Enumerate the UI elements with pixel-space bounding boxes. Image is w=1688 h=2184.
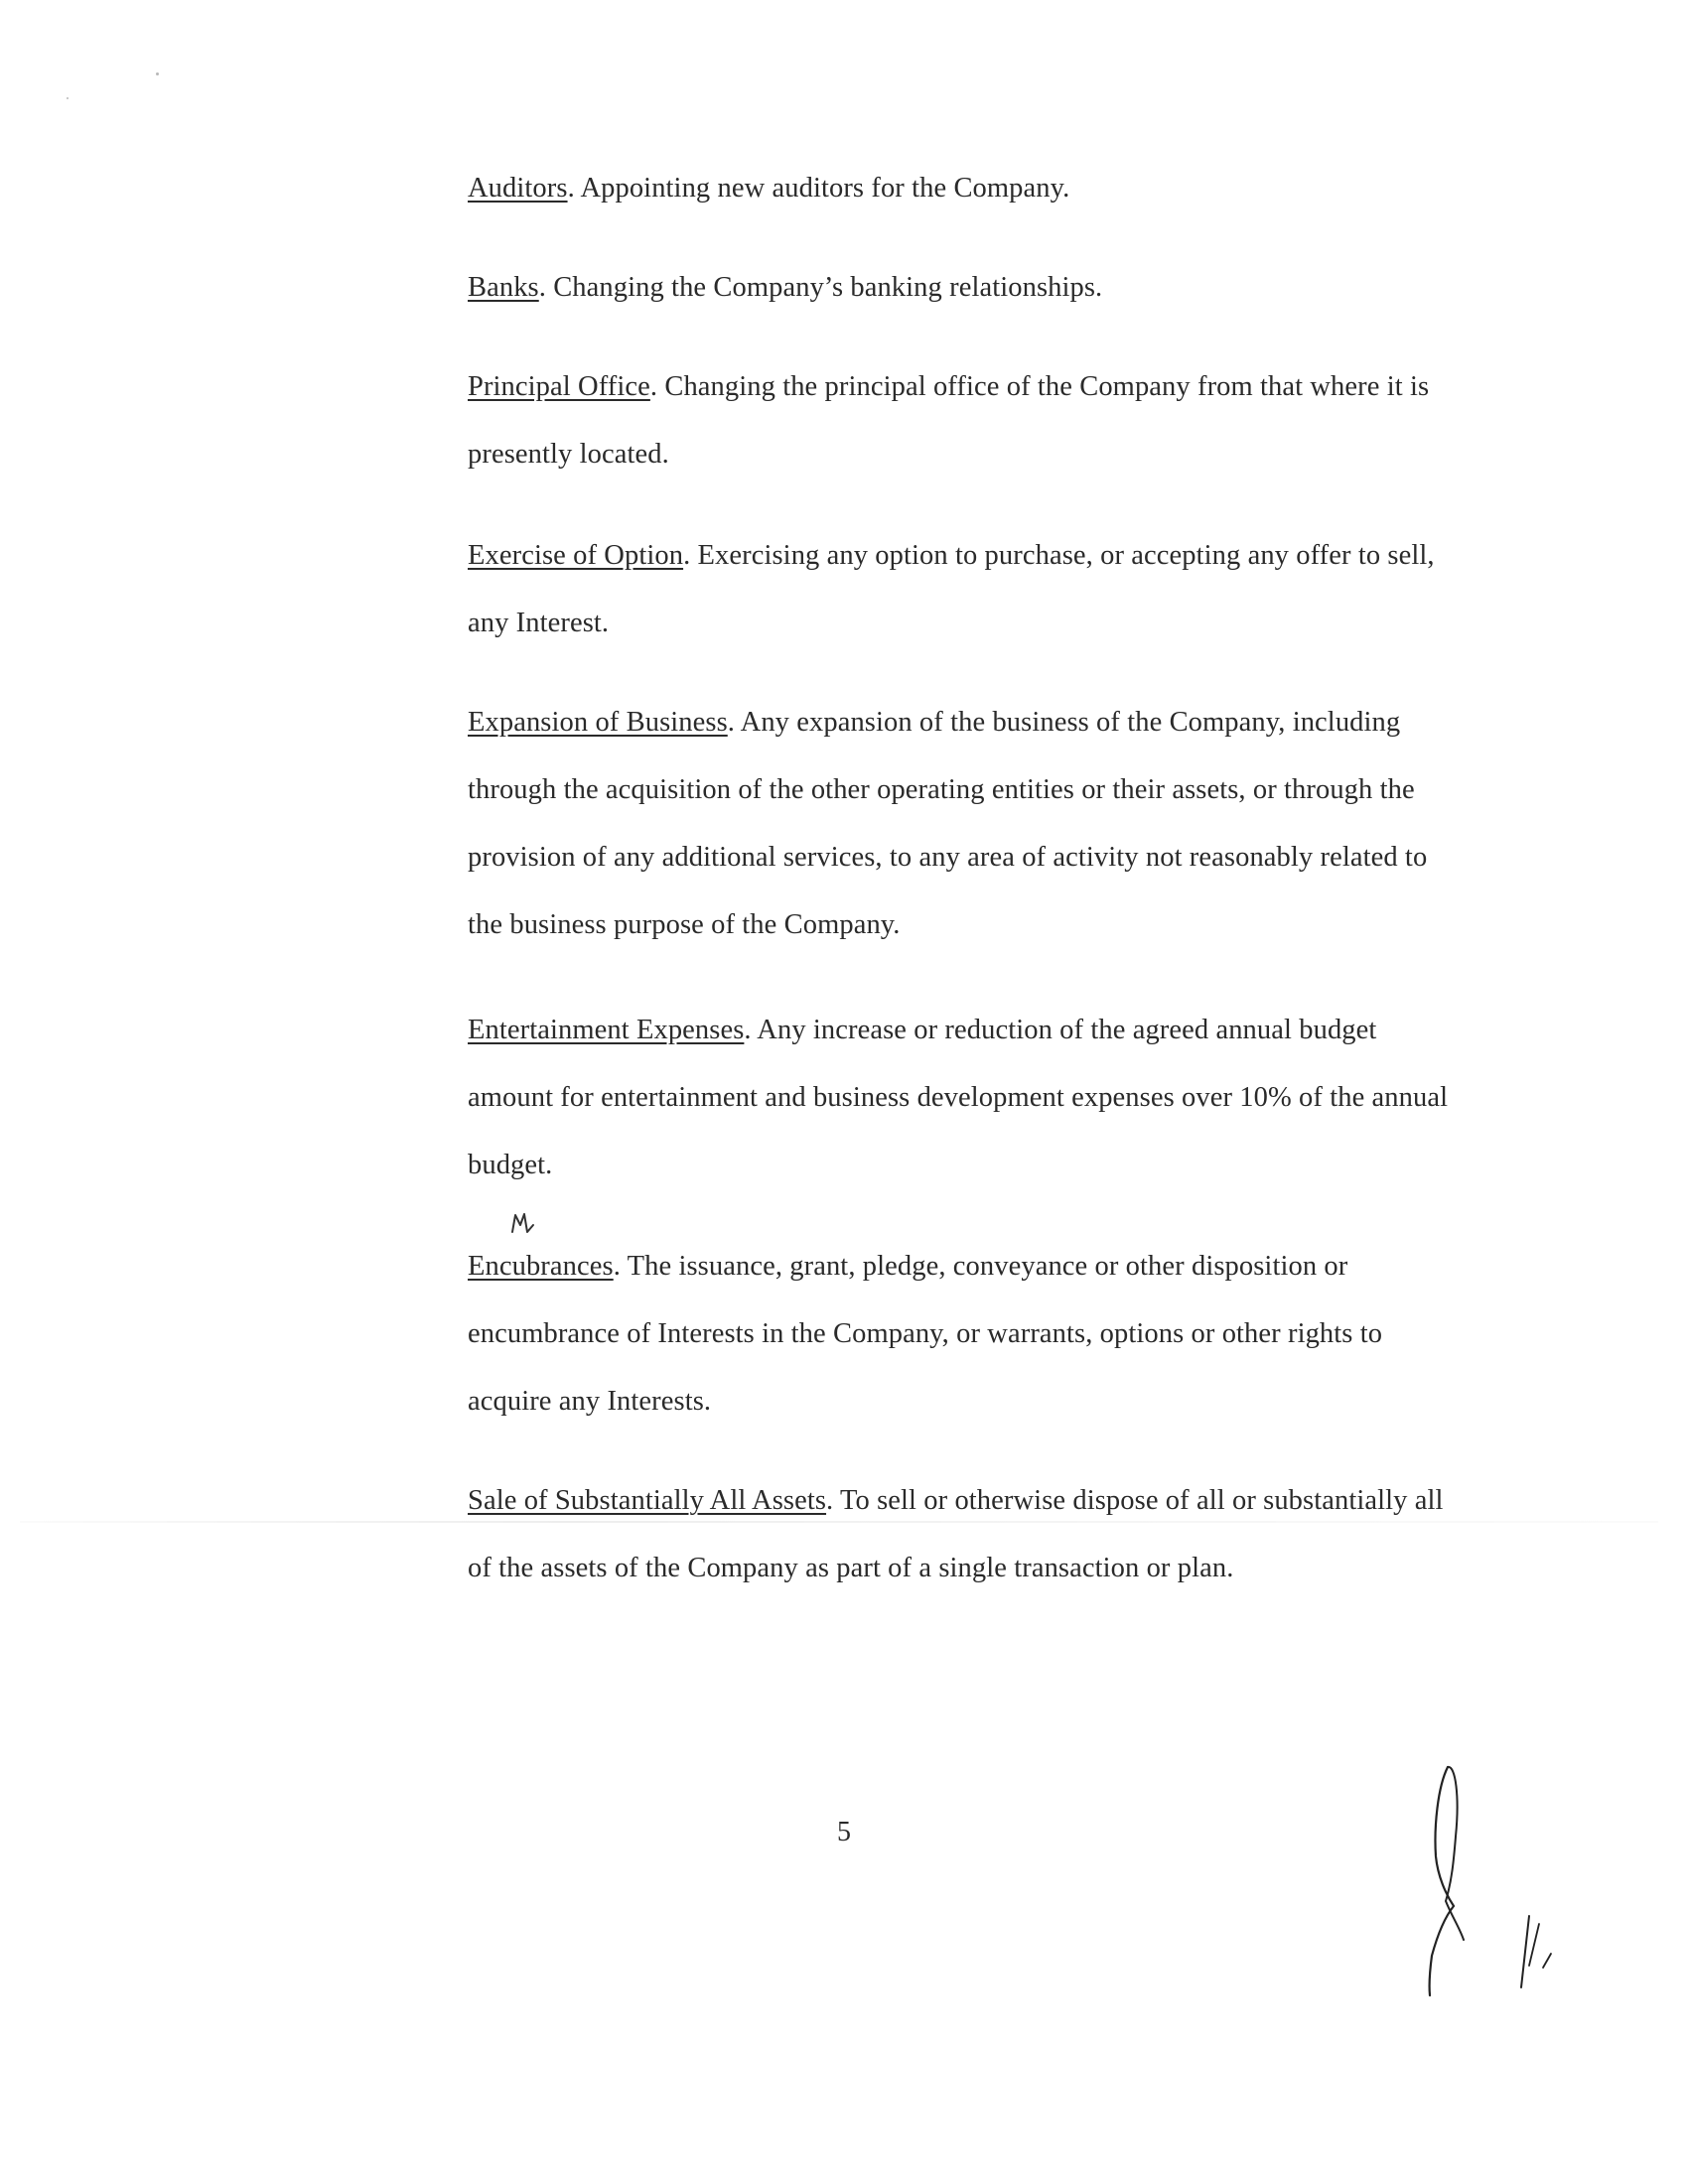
paragraph-text: . Exercising any option to purchase, or accepting any offer to sell, any Interest.: [468, 540, 1435, 638]
scan-speck: [67, 97, 69, 99]
paragraph-encumbrances: [468, 1233, 1461, 1435]
paragraph-sale-of-assets: [468, 1467, 1461, 1602]
paragraph-text: . Any increase or reduction of the agreed annual budget amount for entertainment and business development expenses over 10% of the annual budget.: [468, 1015, 1449, 1180]
paragraph-banks: [468, 254, 1461, 322]
heading-banks: Banks: [468, 272, 539, 303]
paragraph-text: . To sell or otherwise dispose of all or substantially all of the assets of the Company as part of a single transaction or plan.: [468, 1485, 1444, 1583]
paragraph-exercise-of-option: [468, 522, 1461, 657]
scan-speck: [156, 72, 159, 75]
heading-exercise-of-option: Exercise of Option: [468, 540, 684, 571]
paragraph-text: . Any expansion of the business of the Company, including through the acquisition of the other operating entities or their assets, or through the provision of any additional services, to any area of activity not reasonably related to the business purpose of the Company.: [468, 707, 1428, 940]
paragraph-text: . Changing the Company’s banking relationships.: [538, 272, 1103, 303]
scan-artifact-line: [20, 1521, 1658, 1523]
heading-sale-of-assets: Sale of Substantially All Assets: [468, 1485, 827, 1516]
page-number: 5: [837, 1817, 851, 1847]
heading-auditors: Auditors: [468, 173, 568, 204]
heading-with-correction: [468, 1233, 614, 1300]
heading-expansion-of-business: Expansion of Business: [468, 707, 728, 738]
heading-principal-office: Principal Office: [468, 371, 650, 402]
paragraph-text: . Changing the principal office of the Company from that where it is presently located.: [468, 371, 1430, 470]
paragraph-entertainment-expenses: [468, 997, 1461, 1199]
handwritten-correction-m: [509, 1211, 537, 1235]
paragraph-principal-office: [468, 353, 1461, 488]
heading-entertainment-expenses: Entertainment Expenses: [468, 1015, 745, 1045]
paragraph-expansion-of-business: [468, 689, 1461, 959]
handwritten-initials: [1390, 1757, 1589, 2005]
paragraph-auditors: [468, 155, 1461, 222]
paragraph-text: . The issuance, grant, pledge, conveyance or other disposition or encumbrance of Interests in the Company, or warrants, options or other rights to acquire any Interests.: [468, 1251, 1383, 1417]
paragraph-text: . Appointing new auditors for the Company.: [567, 173, 1070, 204]
heading-encumbrances: Encubrances: [468, 1251, 614, 1282]
